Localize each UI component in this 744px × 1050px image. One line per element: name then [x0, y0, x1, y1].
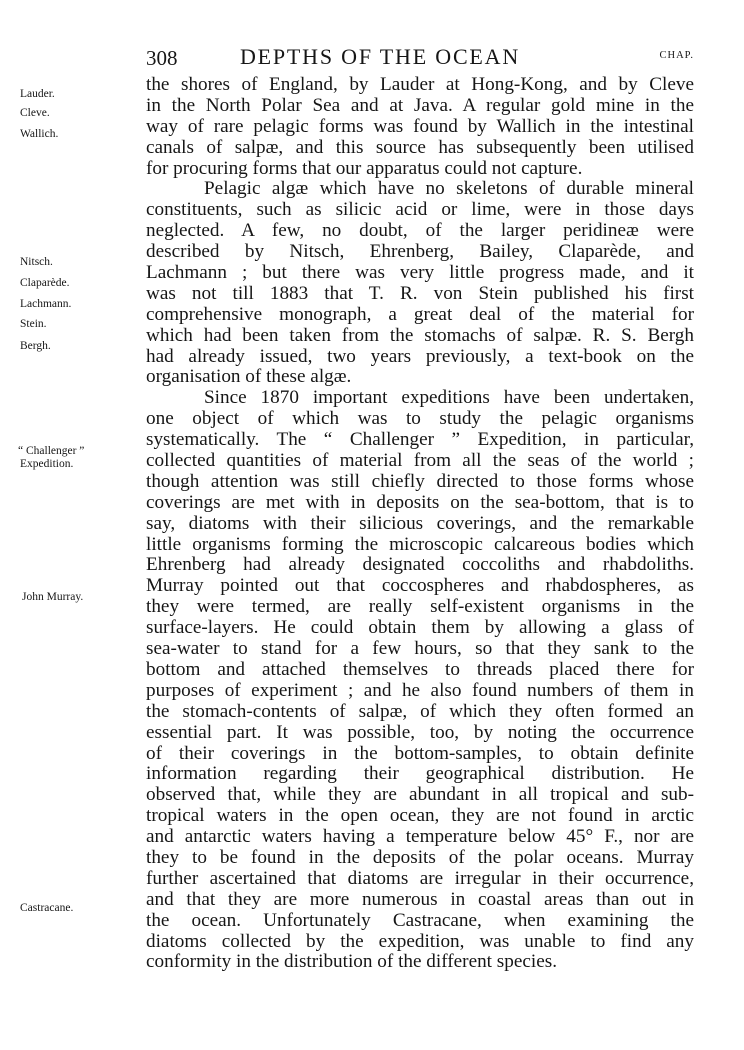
- running-title-text: DEPTHS OF THE OCEAN: [239, 44, 521, 69]
- text-line: for procuring forms that our apparatus could not capture.: [146, 157, 583, 179]
- margin-note: Lachmann.: [20, 298, 72, 310]
- text-line: collected quantities of material from all the seas of the world ;: [146, 450, 694, 472]
- text-line: though attention was still chiefly directed to those forms whose: [146, 470, 694, 492]
- text-line: Ehrenberg had already designated coccoliths and rhabdoliths.: [146, 554, 694, 576]
- margin-note: Castracane.: [20, 902, 74, 914]
- margin-note: Bergh.: [20, 340, 51, 352]
- text-line: Since 1870 important expeditions have been undertaken,: [204, 387, 694, 409]
- text-line: Murray pointed out that coccospheres and rhabdospheres, as: [146, 575, 694, 597]
- margin-note: Nitsch.: [20, 256, 53, 268]
- margin-note: Stein.: [20, 318, 47, 330]
- margin-note: Cleve.: [20, 107, 50, 119]
- text-line: sea-water to stand for a few hours, so that they sank to the: [146, 638, 694, 660]
- text-line: which had been taken from the stomachs of salpæ. R. S. Bergh: [146, 324, 694, 346]
- text-line: surface-layers. He could obtain them by allowing a glass of: [146, 617, 694, 639]
- text-line: the stomach-contents of salpæ, of which they often formed an: [146, 700, 694, 722]
- text-line: further ascertained that diatoms are irregular in their occurrence,: [146, 867, 694, 889]
- text-line: they to be found in the deposits of the polar oceans. Murray: [146, 846, 694, 868]
- text-line: the ocean. Unfortunately Castracane, when examining the: [146, 909, 694, 931]
- text-line: organisation of these algæ.: [146, 366, 352, 388]
- text-line: the shores of England, by Lauder at Hong-Kong, and by Cleve: [146, 74, 694, 95]
- text-line: of their coverings in the bottom-samples, to obtain definite: [146, 742, 694, 764]
- text-line: described by Nitsch, Ehrenberg, Bailey, Claparède, and: [146, 241, 694, 263]
- margin-note: Expedition.: [20, 458, 74, 470]
- text-line: tropical waters in the open ocean, they are not found in arctic: [146, 805, 694, 827]
- text-line: constituents, such as silicic acid or lime, were in those days: [146, 199, 694, 221]
- body-text: [146, 75, 694, 973]
- text-line: and that they are more numerous in coastal areas than out in: [146, 888, 694, 910]
- text-line: say, diatoms with their silicious coverings, and the remarkable: [146, 512, 694, 534]
- page-number: 308: [146, 46, 178, 70]
- running-title: [0, 44, 744, 70]
- text-line: Lachmann ; but there was very little progress made, and it: [146, 262, 694, 284]
- page-header: [0, 36, 744, 70]
- margin-note: Claparède.: [20, 277, 70, 289]
- text-line: coverings are met with in deposits on the sea-bottom, that is to: [146, 491, 694, 513]
- text-line: and antarctic waters having a temperature below 45° F., nor are: [146, 826, 694, 848]
- margin-note: John Murray.: [22, 591, 84, 603]
- text-line: way of rare pelagic forms was found by Wallich in the intestinal: [146, 115, 694, 137]
- text-line: comprehensive monograph, a great deal of the material for: [146, 303, 694, 325]
- text-line: conformity in the distribution of the different species.: [146, 951, 558, 973]
- margin-note: “ Challenger ”: [18, 445, 85, 457]
- text-line: was not till 1883 that T. R. von Stein published his first: [146, 282, 694, 304]
- text-line: one object of which was to study the pelagic organisms: [146, 408, 694, 430]
- margin-note: Wallich.: [20, 128, 59, 140]
- text-line: they were termed, are really self-existent organisms in the: [146, 596, 694, 618]
- text-line: systematically. The “ Challenger ” Expedition, in particular,: [146, 429, 694, 451]
- text-line: information regarding their geographical distribution. He: [146, 763, 694, 785]
- text-line: neglected. A few, no doubt, of the larger peridineæ were: [146, 220, 694, 242]
- text-line: Pelagic algæ which have no skeletons of durable mineral: [204, 178, 694, 200]
- text-line: diatoms collected by the expedition, was unable to find any: [146, 930, 694, 952]
- text-line: bottom and attached themselves to threads placed there for: [146, 658, 694, 680]
- text-line: essential part. It was possible, too, by noting the occurrence: [146, 721, 694, 743]
- text-line: canals of salpæ, and this source has subsequently been utilised: [146, 136, 694, 158]
- text-line: purposes of experiment ; and he also found numbers of them in: [146, 679, 694, 701]
- text-line: had already issued, two years previously, a text-book on the: [146, 345, 694, 367]
- chapter-abbreviation: CHAP.: [659, 50, 694, 61]
- text-line: little organisms forming the microscopic calcareous bodies which: [146, 533, 694, 555]
- text-line: in the North Polar Sea and at Java. A regular gold mine in the: [146, 94, 694, 116]
- margin-note: Lauder.: [20, 88, 55, 100]
- text-line: observed that, while they are abundant in all tropical and sub-: [146, 784, 694, 806]
